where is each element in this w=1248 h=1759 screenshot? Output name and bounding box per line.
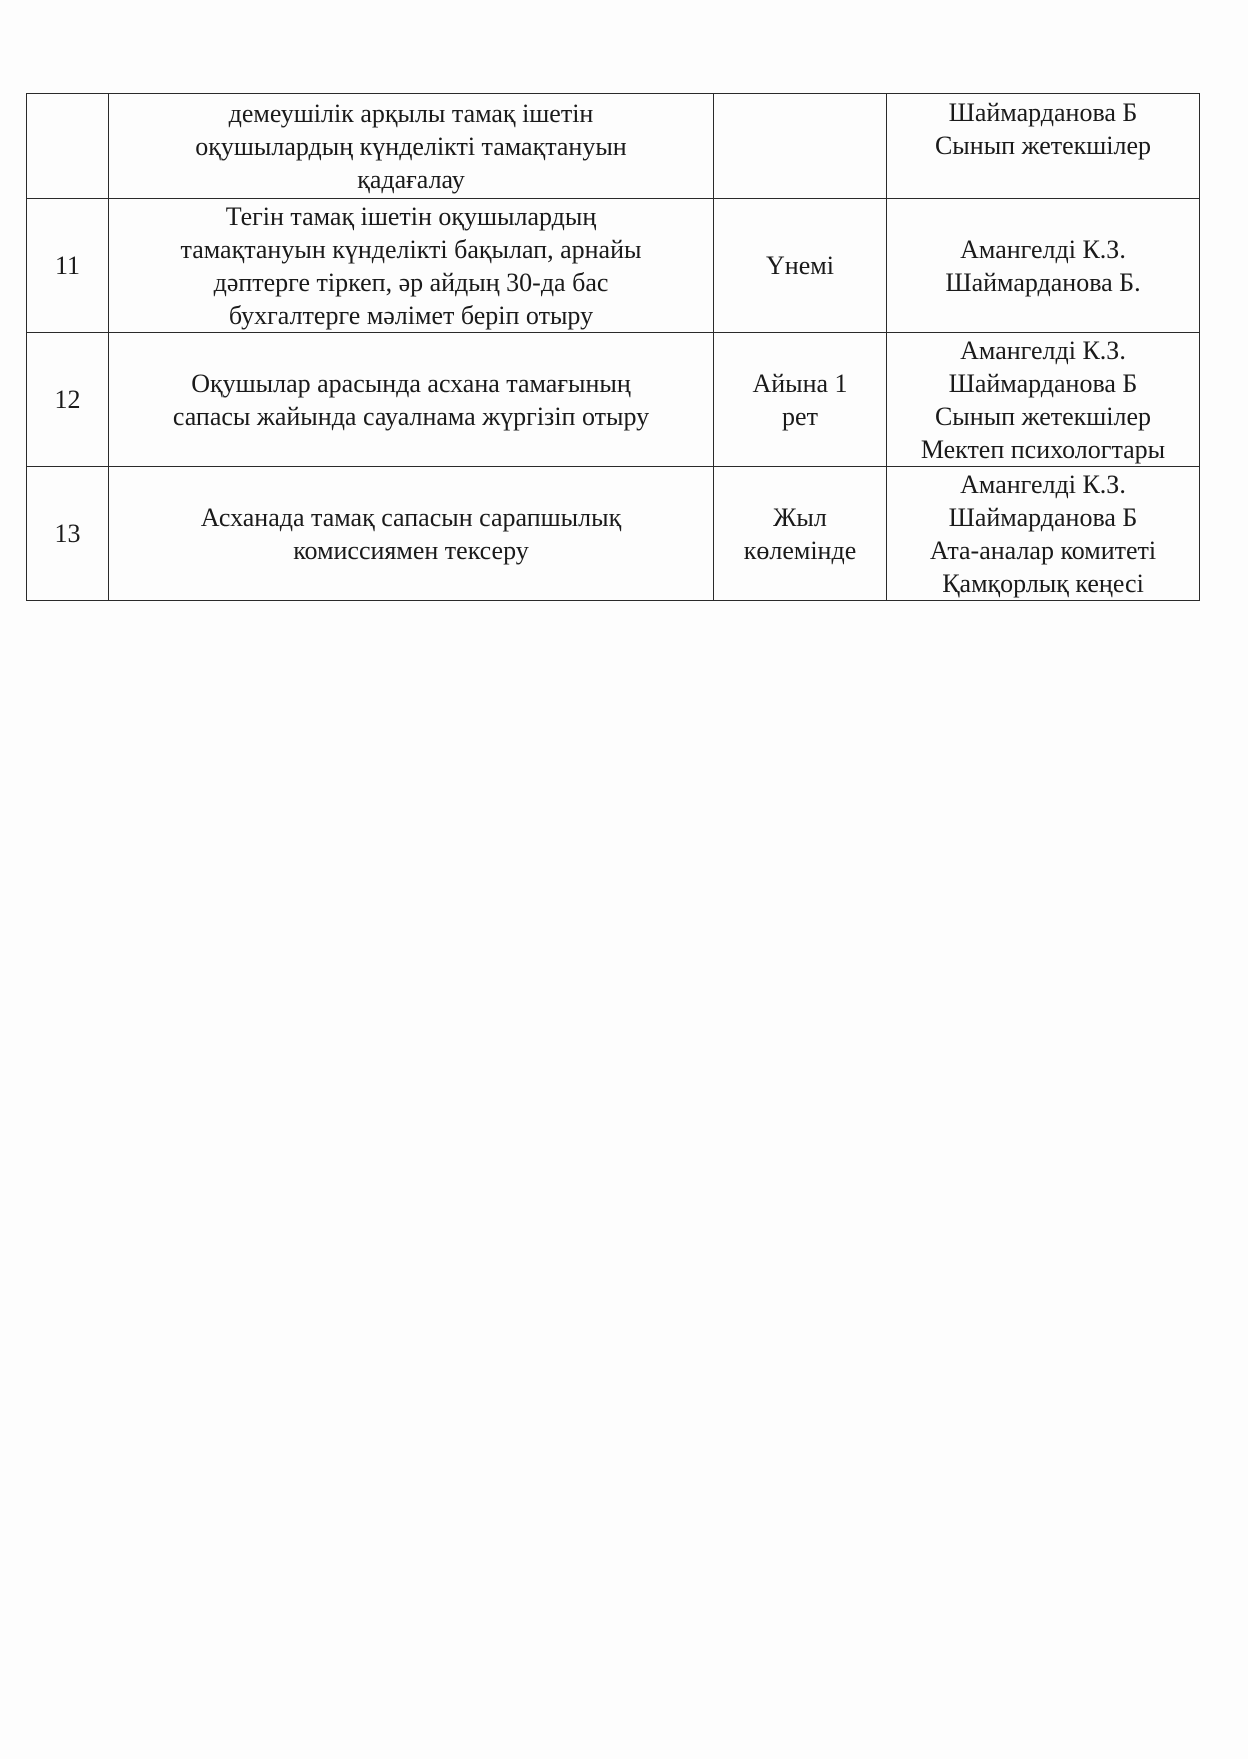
term-line: Жыл [773, 502, 827, 532]
table-row [27, 467, 1200, 601]
task-line: Оқушылар арасында асхана тамағының [191, 368, 631, 398]
responsible-line: Шаймарданова Б [948, 502, 1138, 532]
table-row [27, 333, 1200, 467]
row-number-cell: 13 [27, 467, 109, 601]
term-cell [714, 199, 887, 333]
plan-table [26, 93, 1200, 601]
responsible-line: Мектеп психологтары [920, 434, 1166, 464]
table-row [27, 94, 1200, 199]
term-line: Айына 1 [752, 368, 848, 398]
row-number-cell: 11 [27, 199, 109, 333]
task-line: комиссиямен тексеру [293, 535, 529, 565]
task-cell [109, 94, 714, 199]
responsible-line: Шаймарданова Б. [945, 267, 1141, 297]
task-line: қадағалау [357, 164, 465, 194]
term-cell [714, 94, 887, 199]
term-cell [714, 333, 887, 467]
task-line: оқушылардың күнделікті тамақтануын [195, 131, 627, 161]
responsible-line: Сынып жетекшілер [934, 401, 1152, 431]
term-cell [714, 467, 887, 601]
responsible-line: Амангелді К.З. [960, 234, 1126, 264]
responsible-line: Шаймарданова Б [948, 368, 1138, 398]
task-line: бухгалтерге мәлімет беріп отыру [228, 300, 594, 330]
term-line: Үнемі [766, 251, 834, 280]
responsible-line: Шаймарданова Б [948, 98, 1138, 127]
responsible-line: Қамқорлық кеңесі [942, 568, 1144, 598]
responsible-line: Ата-аналар комитеті [929, 535, 1157, 565]
task-line: демеушілік арқылы тамақ ішетін [228, 98, 594, 128]
task-cell [109, 333, 714, 467]
responsible-line: Амангелді К.З. [960, 335, 1126, 365]
task-line: сапасы жайында сауалнама жүргізіп отыру [172, 401, 650, 431]
responsible-line: Сынып жетекшілер [934, 131, 1152, 160]
task-cell [109, 199, 714, 333]
task-cell [109, 467, 714, 601]
row-number-cell [27, 94, 109, 199]
row-number-cell: 12 [27, 333, 109, 467]
table-row [27, 199, 1200, 333]
responsible-line: Амангелді К.З. [960, 469, 1126, 499]
responsible-cell [887, 94, 1200, 199]
responsible-cell [887, 467, 1200, 601]
responsible-cell [887, 199, 1200, 333]
term-line: рет [782, 401, 818, 431]
task-line: дәптерге тіркеп, әр айдың 30-да бас [213, 267, 609, 297]
task-line: Тегін тамақ ішетін оқушылардың [225, 201, 597, 231]
task-line: тамақтануын күнделікті бақылап, арнайы [180, 234, 642, 264]
term-line: көлемінде [743, 535, 857, 565]
task-line: Асханада тамақ сапасын сарапшылық [200, 502, 622, 532]
responsible-cell [887, 333, 1200, 467]
